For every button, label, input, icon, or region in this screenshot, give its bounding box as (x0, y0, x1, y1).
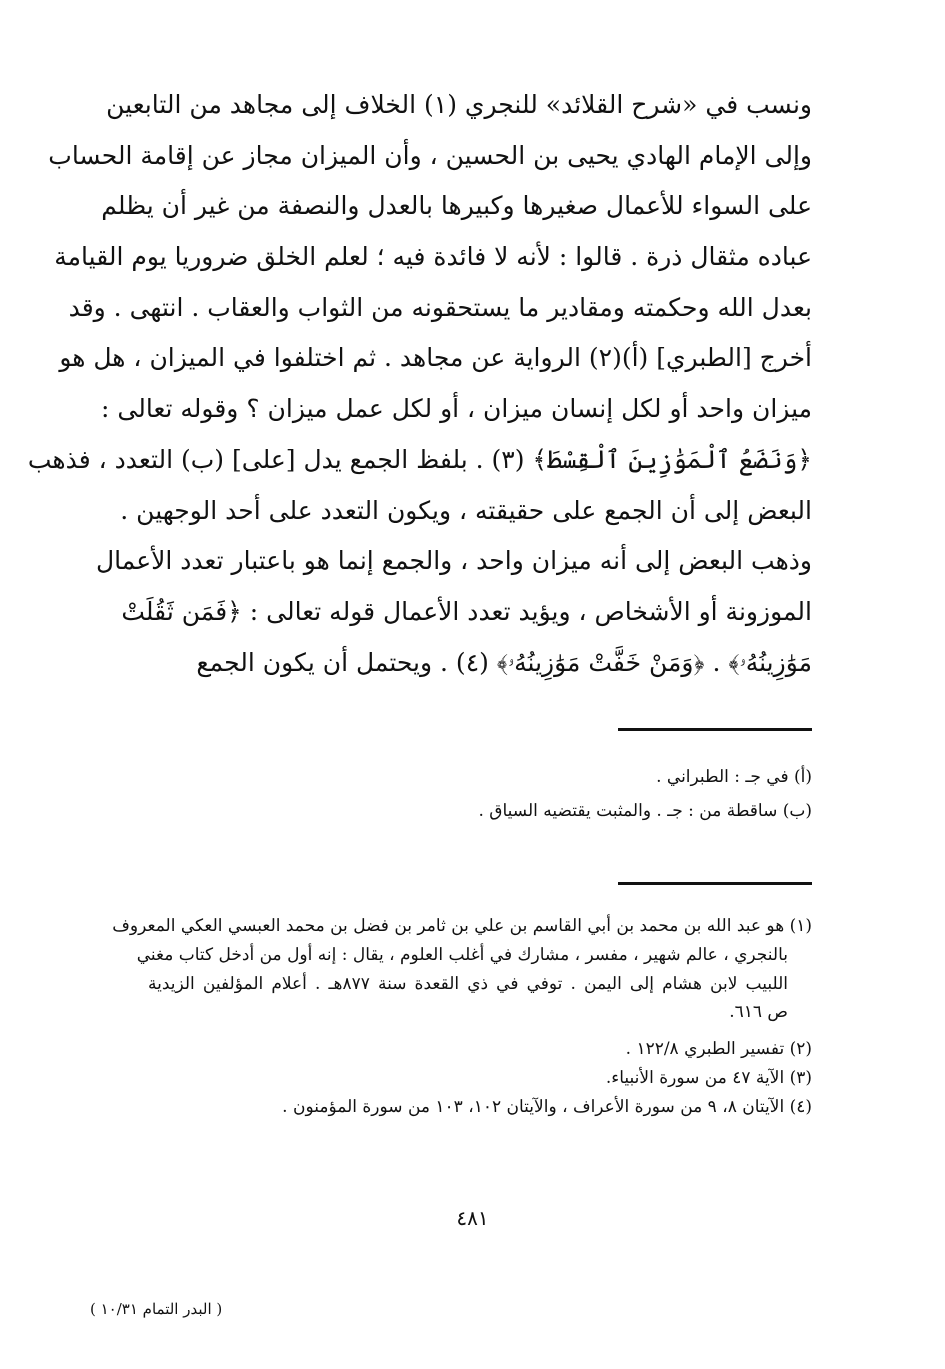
body-line: عباده مثقال ذرة . قالوا : لأنه لا فائدة فيه ؛ لعلم الخلق ضروريا يوم القيامة (54, 242, 812, 272)
footnotes (112, 912, 812, 1122)
page-number: ٤٨١ (456, 1206, 489, 1230)
body-line: على السواء للأعمال صغيرها وكبيرها بالعدل والنصفة من غير أن يظلم (101, 191, 812, 221)
footnotes-separator (618, 882, 812, 885)
edition-signature: ( البدر التمام ١٠/٣١ ) (90, 1300, 223, 1318)
footnote-3: (٣) الآية ٤٧ من سورة الأنبياء. (605, 1067, 812, 1088)
footnote-4: (٤) الآيتان ٨، ٩ من سورة الأعراف ، والآيتان ١٠٢، ١٠٣ من سورة المؤمنون . (282, 1096, 812, 1117)
body-line: مَوَٰزِينُهُۥ﴾ . ﴿وَمَنْ خَفَّتْ مَوَٰزِينُهُۥ﴾ (٤) . ويحتمل أن يكون الجمع (196, 647, 812, 677)
body-line: أخرج [الطبري] (أ)(٢) الرواية عن مجاهد . ثم اختلفوا في الميزان ، هل هو (59, 343, 812, 373)
footnote-1-line: ص ٦١٦. (729, 1002, 788, 1023)
body-line: البعض إلى أن الجمع على حقيقته ، ويكون التعدد على أحد الوجهين . (120, 495, 812, 525)
footnote-2: (٢) تفسير الطبري ١٢٢/٨ . (625, 1039, 812, 1060)
body-line: وإلى الإمام الهادي يحيى بن الحسين ، وأن الميزان مجاز عن إقامة الحساب (48, 140, 812, 170)
variant-notes-separator (618, 728, 812, 731)
body-line: ﴿وَنَضَعُ ٱلْمَوَٰزِينَ ٱلْقِسْطَ﴾ (٣) . بلفظ الجمع يدل [على] (ب) التعدد ، فذهب (27, 444, 812, 474)
variant-note: (ب) ساقطة من : جـ . والمثبت يقتضيه السياق . (478, 801, 812, 821)
variant-note: (أ) في جـ : الطبراني . (656, 767, 812, 787)
footnote-1-line: بالنجري ، عالم شهير ، مفسر ، مشارك في أغلب العلوم ، يقال : إنه أول من أدخل كتاب مغني (136, 944, 788, 965)
body-line: الموزونة أو الأشخاص ، ويؤيد تعدد الأعمال قوله تعالى : ﴿فَمَن ثَقُلَتْ (121, 596, 812, 626)
body-line: وذهب البعض إلى أنه ميزان واحد ، والجمع إنما هو باعتبار تعدد الأعمال (95, 546, 812, 576)
body-line: ميزان واحد أو لكل إنسان ميزان ، أو لكل عمل ميزان ؟ وقوله تعالى : (101, 394, 812, 424)
footnote-1-line: (١) هو عبد الله بن محمد بن أبي القاسم بن علي بن ثامر بن فضل بن محمد العبسي العكي المعروف (112, 916, 812, 936)
main-body-text (27, 80, 812, 688)
variant-notes (300, 760, 812, 828)
footnote-1-line: اللبيب لابن هشام إلى اليمن . توفي في ذي القعدة سنة ٨٧٧هـ . أعلام المؤلفين الزيدية (148, 973, 788, 994)
body-line: ونسب في «شرح القلائد» للنجري (١) الخلاف إلى مجاهد من التابعين (106, 90, 812, 119)
body-line: بعدل الله وحكمته ومقادير ما يستحقونه من الثواب والعقاب . انتهى . وقد (68, 292, 812, 322)
